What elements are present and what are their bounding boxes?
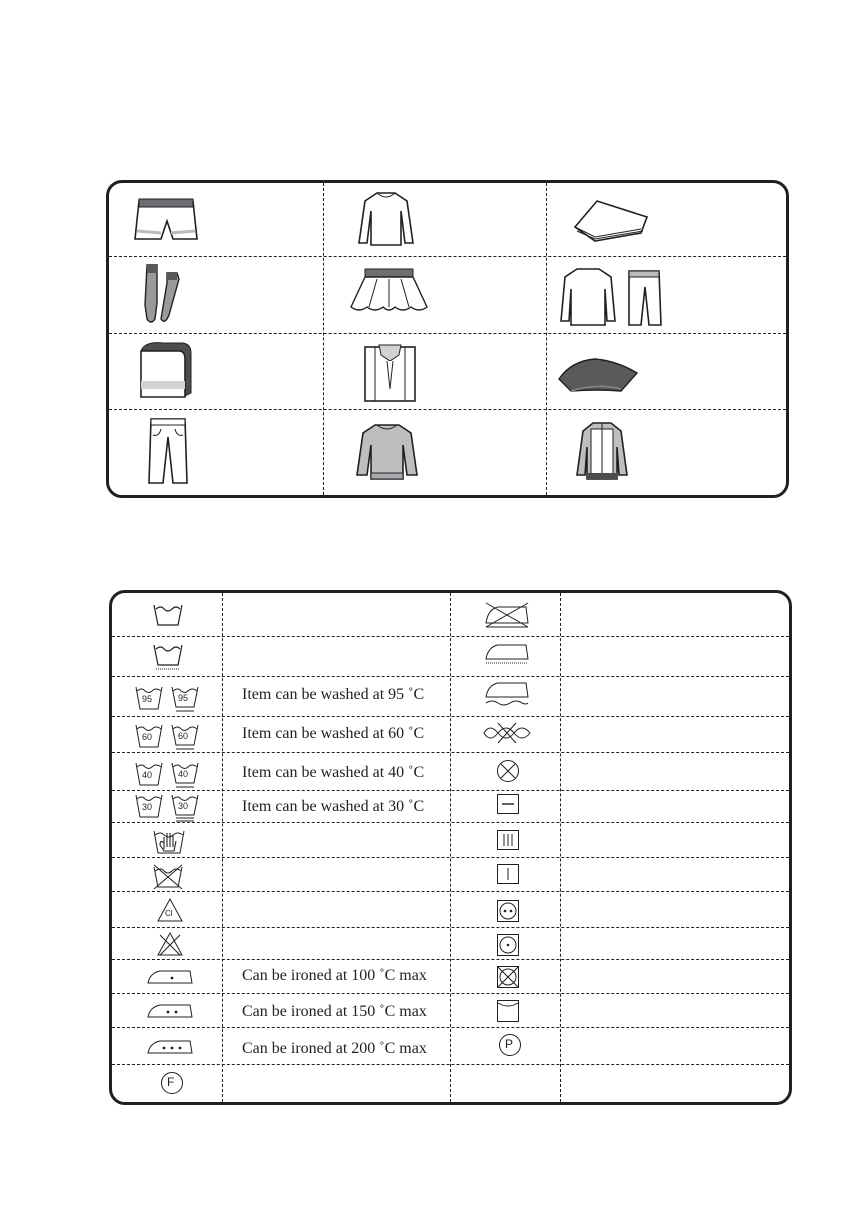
tumble-dry-low-icon (496, 933, 520, 962)
wash-temp-40-a: 40 (142, 770, 153, 780)
towel-icon (135, 339, 195, 401)
care-text-wash-60: Item can be washed at 60 ˚C (242, 725, 425, 742)
folded-towel-icon (571, 197, 651, 243)
line-dry-icon (496, 863, 520, 890)
care-text-wash-30: Item can be washed at 30 ˚C (242, 798, 425, 815)
wash-icon (152, 601, 184, 632)
dry-clean-p-label: P (505, 1037, 514, 1051)
no-tumble-dry-square-icon (496, 965, 520, 994)
wash-temp-60-b: 60 (178, 731, 189, 741)
chlorine-bleach-icon (156, 897, 184, 928)
tracksuit-icon (559, 263, 669, 329)
drip-dry-square-icon (496, 999, 520, 1028)
iron-steam-icon (482, 679, 532, 714)
dry-clean-f-icon (160, 1071, 184, 1100)
iron-steam-gentle-icon (482, 641, 532, 674)
wash-temp-60-a: 60 (142, 732, 153, 742)
do-not-wash-icon (152, 863, 184, 894)
wash-temp-40-b: 40 (178, 769, 189, 779)
no-tumble-dry-icon (496, 759, 520, 788)
care-text-wash-40: Item can be washed at 40 ˚C (242, 764, 425, 781)
jeans-icon (147, 415, 189, 487)
wash-temp-95-b: 95 (178, 693, 189, 703)
care-symbols-table (109, 590, 792, 1105)
wash-temp-30-b: 30 (178, 801, 189, 811)
wash-40-icon (134, 759, 202, 794)
care-text-wash-95: Item can be washed at 95 ˚C (242, 686, 425, 703)
skirt-icon (349, 267, 429, 317)
sweater-icon (355, 421, 419, 483)
long-sleeve-top-icon (355, 189, 417, 249)
no-iron-icon (482, 599, 532, 634)
dry-clean-p-icon (498, 1033, 522, 1062)
tumble-dry-normal-icon (496, 899, 520, 928)
iron-high-icon (146, 1035, 194, 1062)
wash-gentle-icon (152, 643, 184, 676)
folded-blanket-icon (557, 355, 639, 395)
hand-wash-icon (152, 827, 186, 860)
drip-dry-icon (496, 829, 520, 856)
care-text-iron-150: Can be ironed at 150 ˚C max (242, 1003, 427, 1020)
wash-temp-95-a: 95 (142, 694, 153, 704)
dry-clean-f-label: F (167, 1075, 175, 1089)
wash-30-icon (134, 793, 202, 828)
care-text-iron-200: Can be ironed at 200 ˚C max (242, 1040, 427, 1057)
socks-icon (137, 263, 187, 327)
dress-shirt-icon (361, 339, 419, 403)
wash-temp-30-a: 30 (142, 802, 153, 812)
jacket-icon (575, 419, 629, 483)
iron-medium-icon (146, 999, 194, 1026)
dry-flat-icon (496, 793, 520, 820)
care-text-iron-100: Can be ironed at 100 ˚C max (242, 967, 427, 984)
shorts-icon (131, 195, 201, 245)
no-bleach-icon (156, 931, 184, 962)
garment-types-panel (106, 180, 789, 498)
wash-95-icon (134, 683, 202, 718)
no-twist-icon (482, 721, 532, 750)
iron-low-icon (146, 965, 194, 992)
chlorine-label: Cl (165, 909, 173, 918)
wash-60-icon (134, 721, 202, 756)
